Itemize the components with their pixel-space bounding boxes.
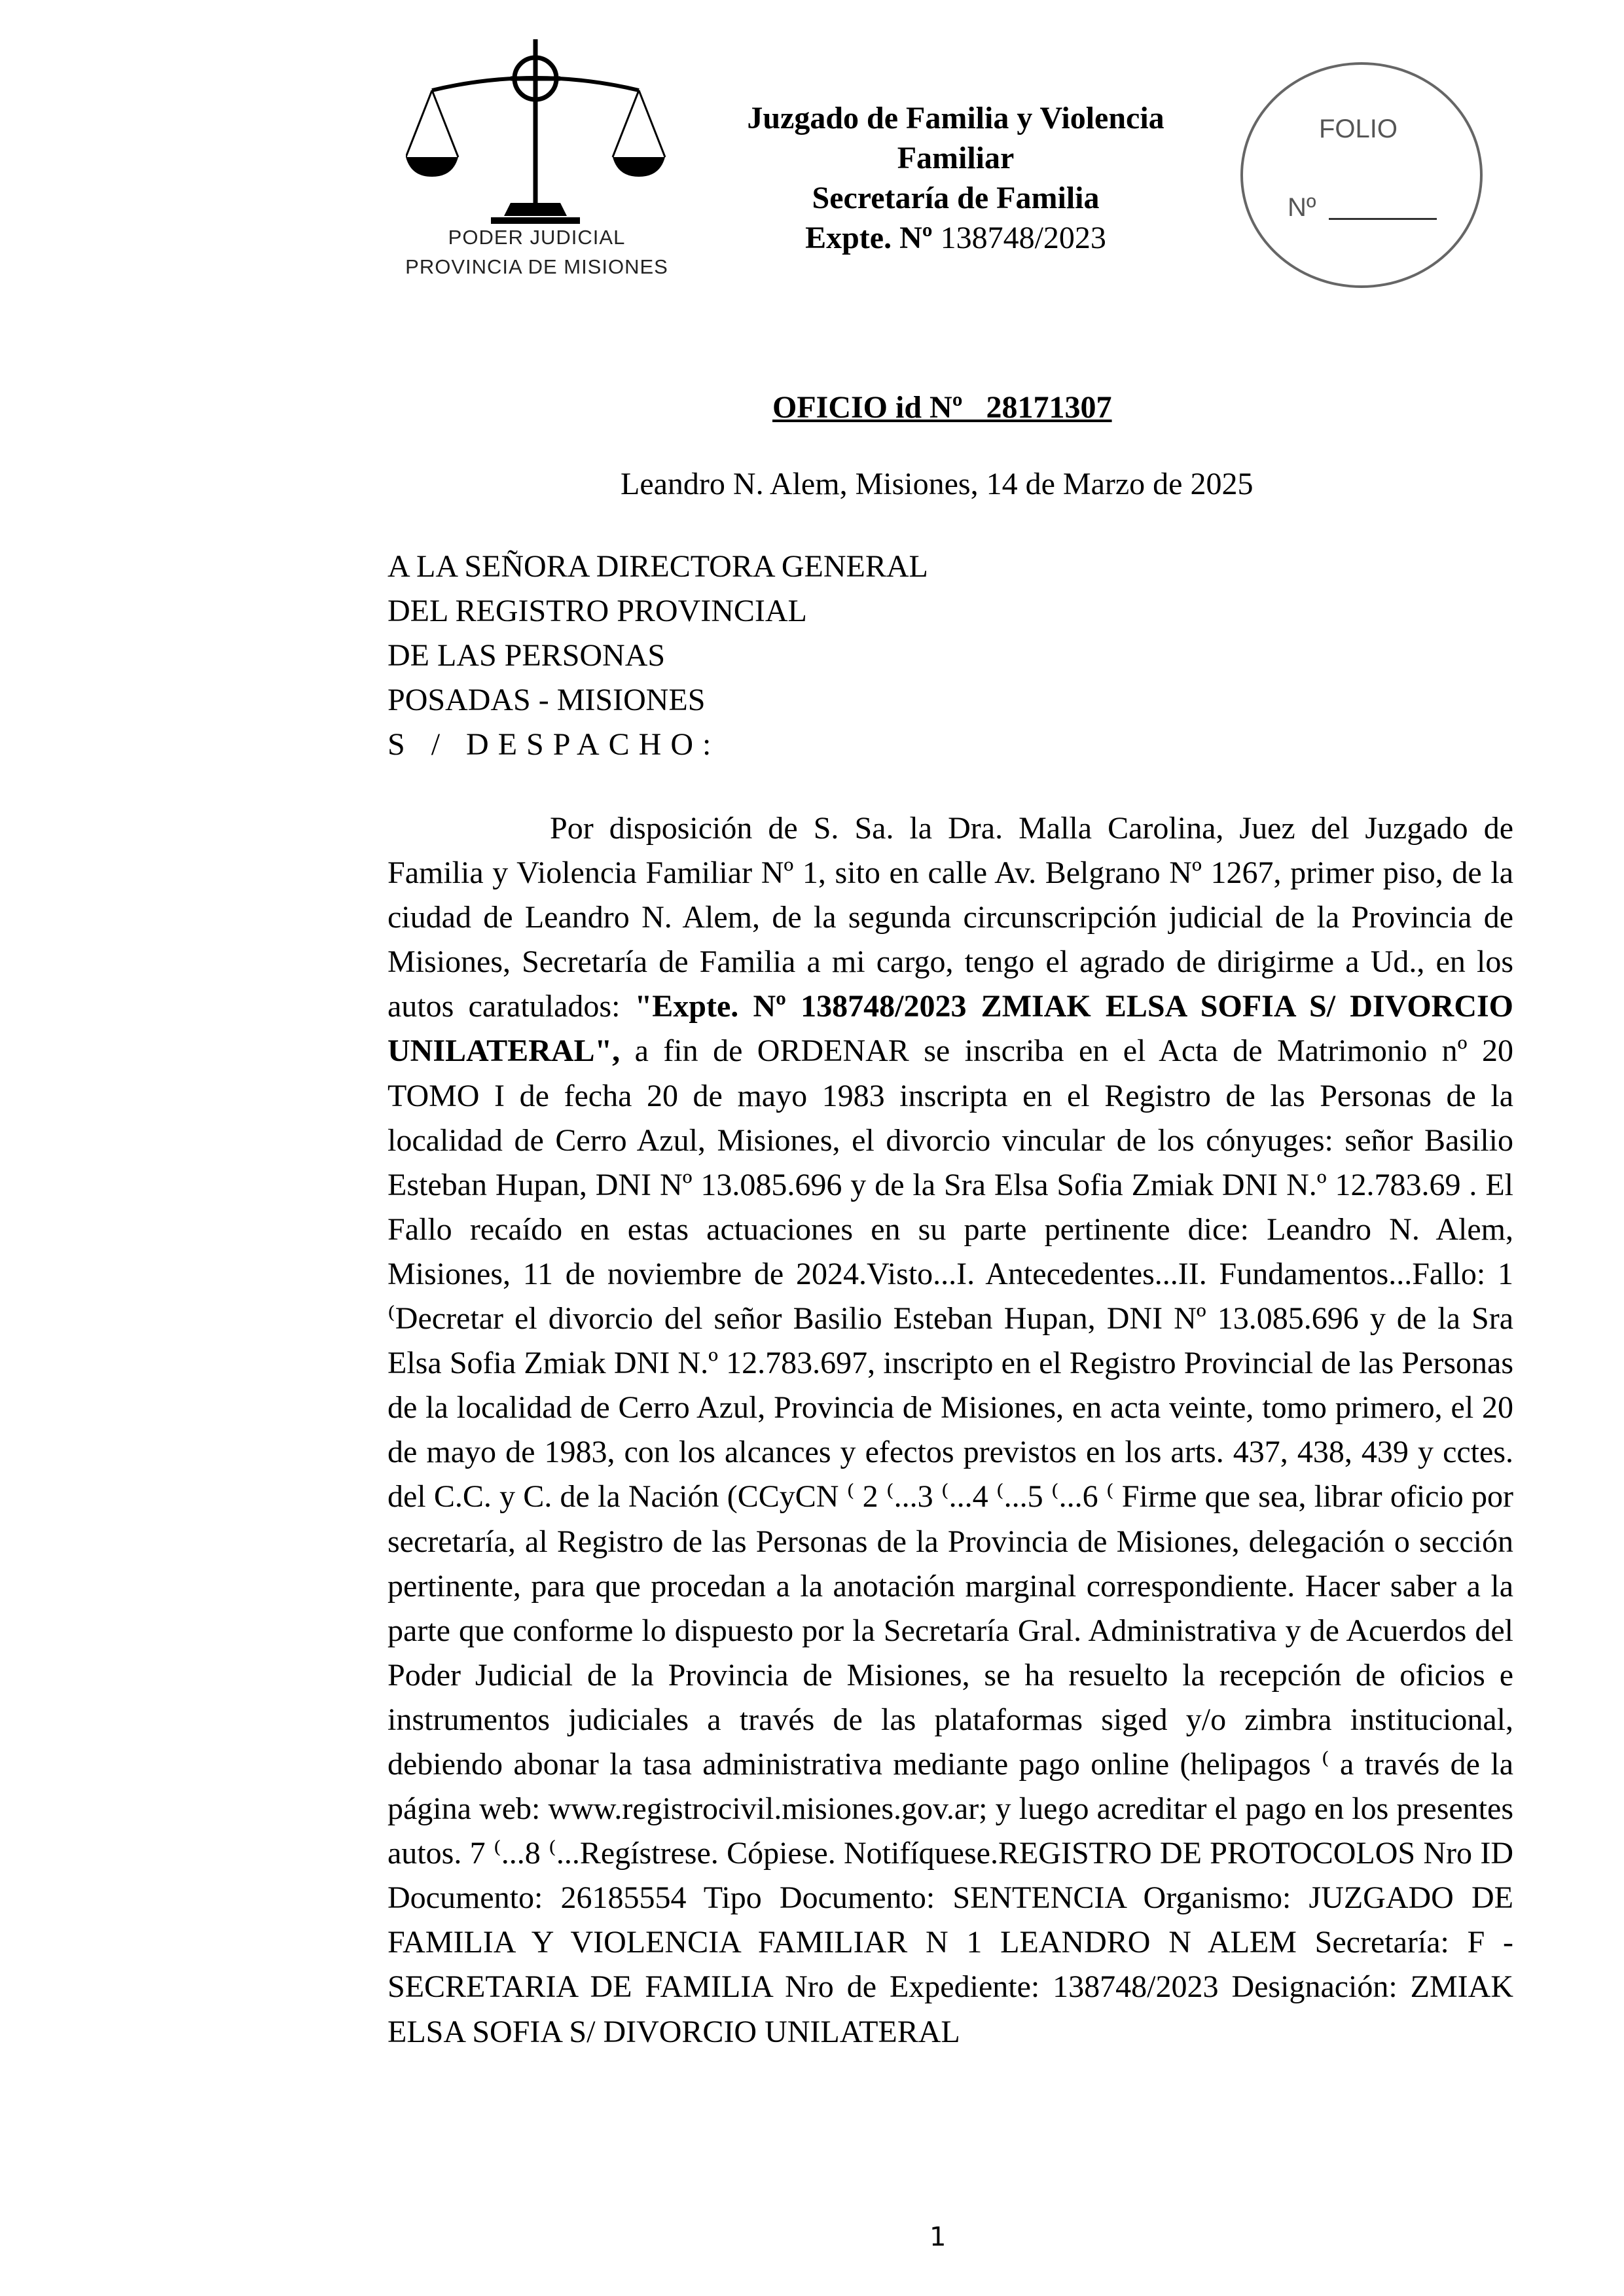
date-line: Leandro N. Alem, Misiones, 14 de Marzo de 2025 [621, 467, 1254, 501]
court-heading [694, 98, 1218, 258]
oficio-title: OFICIO id Nº 28171307 [772, 390, 1112, 425]
folio-number-line [1329, 218, 1437, 220]
case-caption: "Expte. Nº 138748/2023 ZMIAK ELSA SOFIA S/ DIVORCIO UNILATERAL", [388, 989, 1513, 1069]
page-number: 1 [929, 2222, 947, 2252]
court-line-2: Familiar [897, 141, 1015, 175]
folio-title: FOLIO [1319, 115, 1398, 143]
court-line-1: Juzgado de Familia y Violencia [747, 101, 1164, 135]
body-part-1: Por disposición de S. Sa. la Dra. Malla Carolina, Juez del Juzgado de Familia y Violencia Familiar Nº 1, sito en calle Av. Belgrano Nº 1267, primer piso, de la ciudad de Leandro N. Alem, de la segunda circunscripción judicial de la Provincia de Misiones, Secretaría de Familia a mi cargo, tengo el agrado de dirigirme a Ud., en los autos caratulados: [388, 811, 1513, 1024]
folio-stamp [1240, 62, 1483, 288]
addressee-line-3: DE LAS PERSONAS [388, 638, 666, 673]
addressee-line-2: DEL REGISTRO PROVINCIAL [388, 594, 807, 628]
logo-caption-provincia: PROVINCIA DE MISIONES [405, 255, 668, 278]
addressee-line-4: POSADAS - MISIONES [388, 683, 706, 717]
addressee-line-1: A LA SEÑORA DIRECTORA GENERAL [388, 549, 928, 584]
poder-judicial-logo [406, 39, 668, 288]
addressee-line-5: S / DESPACHO: [388, 727, 721, 762]
folio-circle [1240, 62, 1483, 288]
body-part-2: a fin de ORDENAR se inscriba en el Acta de Matrimonio nº 20 TOMO I de fecha 20 de mayo 1983 inscripta en el Registro de las Personas de la localidad de Cerro Azul, Misiones, el divorcio vincular de los cónyuges: señor Basilio Esteban Hupan, DNI Nº 13.085.696 y de la Sra Elsa Sofia Zmiak DNI N.º 12.783.69 . El Fallo recaído en estas actuaciones en su parte pertinente dice: Leandro N. Alem, Misiones, 11 de noviembre de 2024.Visto...I. Antecedentes...II. Fundamentos...Fallo: 1 ⁽Decretar el divorcio del señor Basilio Esteban Hupan, DNI Nº 13.085.696 y de la Sra Elsa Sofia Zmiak DNI N.º 12.783.697, inscripto en el Registro Provincial de las Personas de la localidad de Cerro Azul, Provincia de Misiones, en acta veinte, tomo primero, el 20 de mayo de 1983, con los alcances y efectos previstos en los arts. 437, 438, 439 y cctes. del C.C. y C. de la Nación (CCyCN ⁽ 2 ⁽...3 ⁽...4 ⁽...5 ⁽...6 ⁽ Firme que sea, librar oficio por secretaría, al Registro de las Personas de la Provincia de Misiones, delegación o sección pertinente, para que procedan a la anotación marginal correspondiente. Hacer saber a la parte que conforme lo dispuesto por la Secretaría Gral. Administrativa y de Acuerdos del Poder Judicial de la Provincia de Misiones, se ha resuelto la recepción de oficios e instrumentos judiciales a través de las plataformas siged y/o zimbra institucional, debiendo abonar la tasa administrativa mediante pago online (helipagos ⁽ a través de la página web: www.registrocivil.misiones.gov.ar; y luego acreditar el pago en los presentes autos. 7 ⁽...8 ⁽...Regístrese. Cópiese. Notifíquese.REGISTRO DE PROTOCOLOS Nro ID Documento: 26185554 Tipo Documento: SENTENCIA Organismo: JUZGADO DE FAMILIA Y VIOLENCIA FAMILIAR N 1 LEANDRO N ALEM Secretaría: F - SECRETARIA DE FAMILIA Nro de Expediente: 138748/2023 Designación: ZMIAK ELSA SOFIA S/ DIVORCIO UNILATERAL [388, 1033, 1513, 2049]
expte-number: 138748/2023 [940, 221, 1106, 255]
folio-number-label: Nº [1288, 193, 1316, 222]
logo-caption-poder-judicial: PODER JUDICIAL [448, 226, 626, 249]
body-paragraph [388, 806, 1513, 2054]
expte-label: Expte. Nº [805, 221, 933, 255]
court-line-3: Secretaría de Familia [812, 181, 1100, 215]
expte-line [694, 218, 1218, 258]
addressee-block [388, 545, 928, 767]
